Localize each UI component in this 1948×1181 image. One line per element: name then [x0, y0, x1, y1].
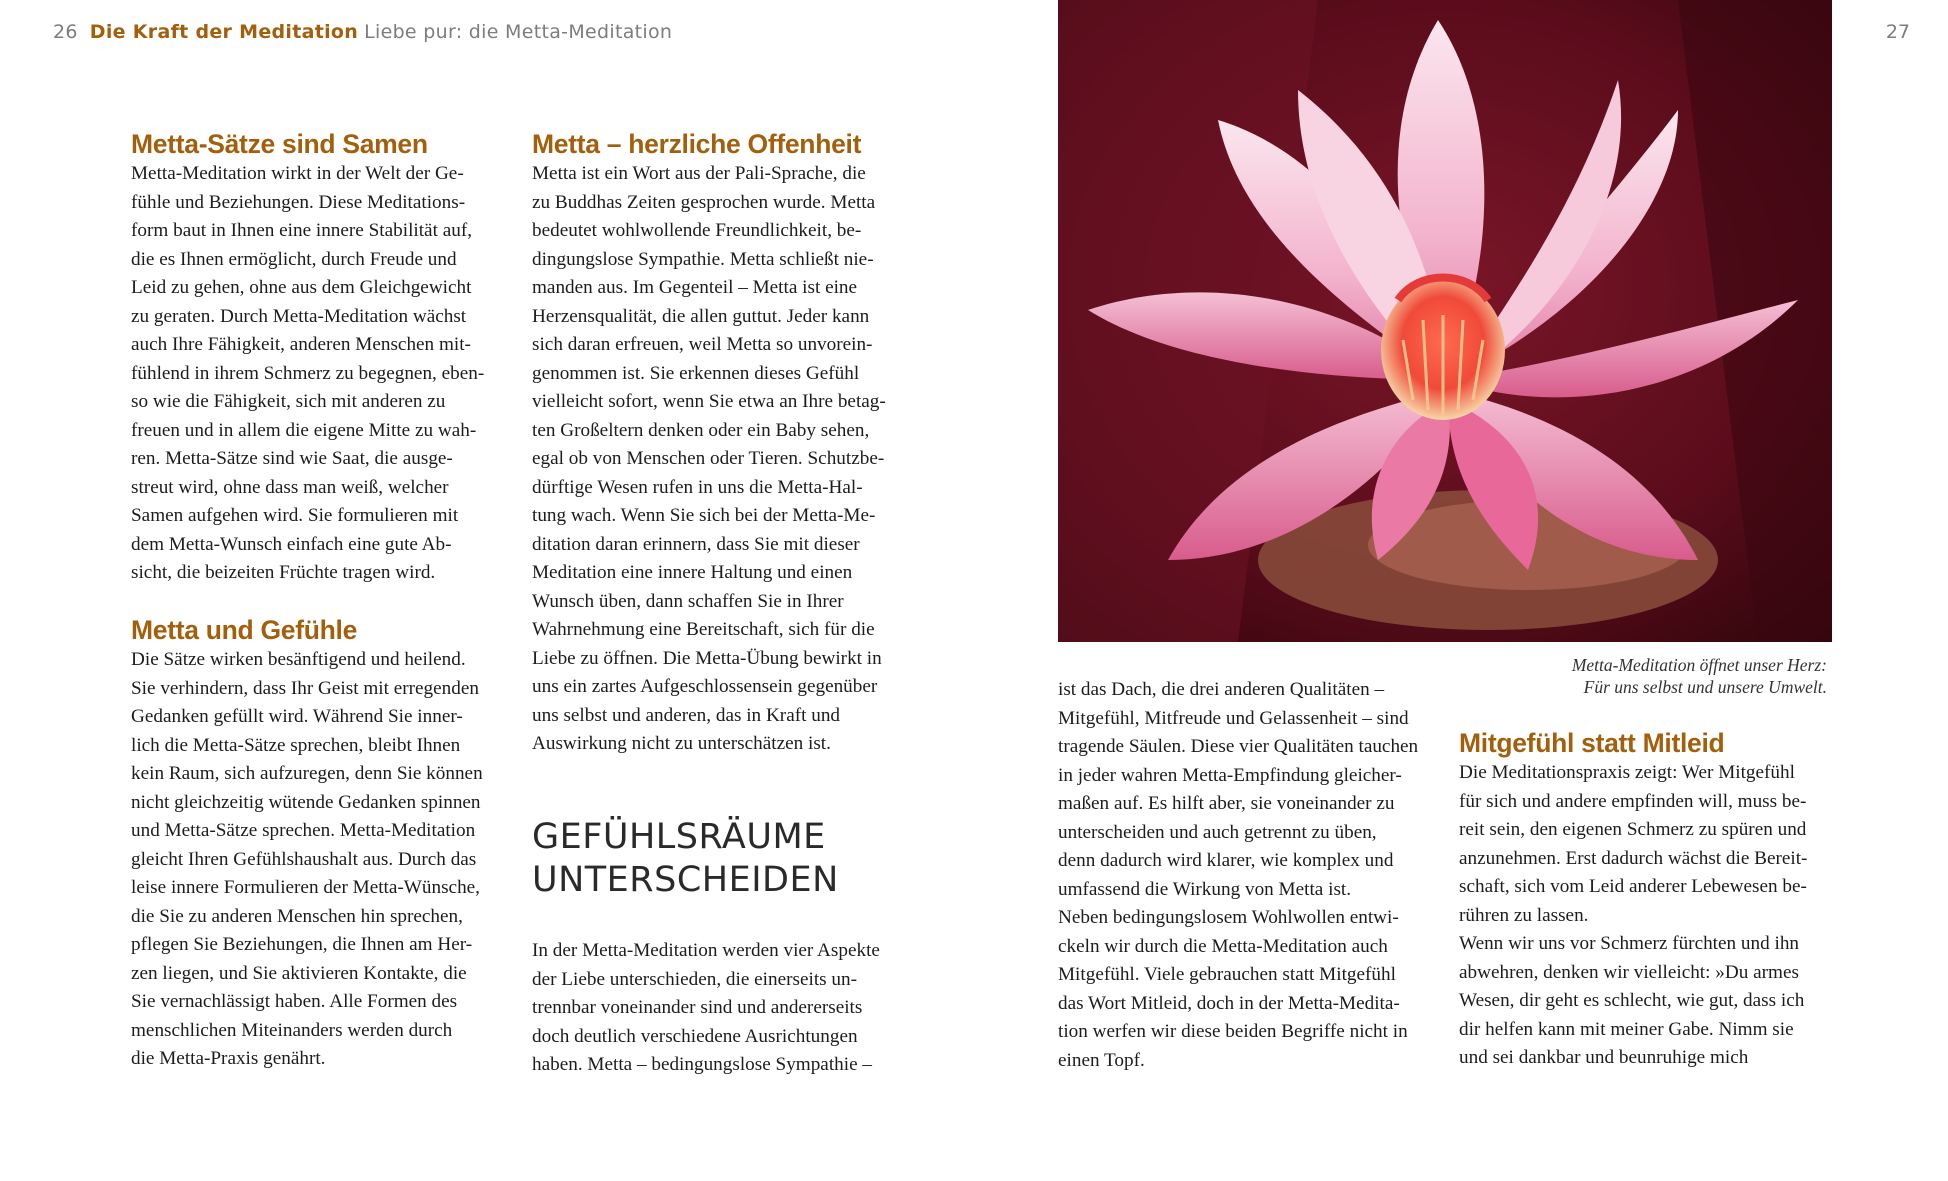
- text-line: Sie vernachlässigt haben. Alle Formen des: [131, 991, 458, 1012]
- text-line: tragende Säulen. Diese vier Qualitäten tauchen: [1058, 736, 1419, 757]
- text-line: manden aus. Im Gegenteil – Metta ist eine: [532, 277, 858, 298]
- text-line: dürftige Wesen rufen in uns die Metta-Hal-: [532, 476, 863, 498]
- paragraph-metta-offenheit: [532, 160, 886, 759]
- column-2-top: [532, 128, 886, 759]
- text-line: uns ein zartes Aufgeschlossensein gegenüber: [532, 676, 878, 697]
- section-title: Liebe pur: die Metta-Meditation: [364, 21, 673, 43]
- text-line: Gedanken gefüllt wird. Während Sie inner-: [131, 706, 463, 727]
- text-line: auch Ihre Fähigkeit, anderen Menschen mit-: [131, 334, 471, 355]
- text-line: reit sein, den eigenen Schmerz zu spüren und: [1459, 819, 1807, 840]
- text-line: der Liebe unterschieden, die einerseits un-: [532, 968, 857, 990]
- text-line: schaft, sich vom Leid anderer Lebewesen be-: [1459, 876, 1807, 897]
- text-line: in jeder wahren Metta-Empfindung gleicher-: [1058, 764, 1402, 786]
- text-line: ren. Metta-Sätze sind wie Saat, die ausge-: [131, 448, 453, 469]
- text-line: streut wird, ohne dass man weiß, welcher: [131, 476, 449, 498]
- paragraph-mitgefuehl-statt-mitleid: [1459, 759, 1807, 1073]
- text-line: Metta-Meditation wirkt in der Welt der Ge-: [131, 163, 464, 184]
- running-header-left: [53, 21, 672, 43]
- text-line: für sich und andere empfinden will, muss be-: [1459, 790, 1807, 812]
- text-line: genommen ist. Sie erkennen dieses Gefühl: [532, 362, 860, 384]
- text-line: kein Raum, sich aufzuregen, denn Sie können: [131, 763, 483, 784]
- text-line: die es Ihnen ermöglicht, durch Freude und: [131, 248, 457, 270]
- heading-metta-gefuehle: Metta und Gefühle: [131, 615, 358, 645]
- text-line: ditation daran erinnern, dass Sie mit dieser: [532, 533, 860, 555]
- text-line: zu Buddhas Zeiten gesprochen wurde. Metta: [532, 191, 876, 213]
- column-2-bottom: [532, 937, 880, 1080]
- text-line: Liebe zu öffnen. Die Metta-Übung bewirkt in: [532, 647, 882, 669]
- text-line: egal ob von Menschen oder Tieren. Schutzbe-: [532, 448, 885, 469]
- heading-mitgefuehl-statt-mitleid: Mitgefühl statt Mitleid: [1459, 728, 1725, 758]
- text-line: Sie verhindern, dass Ihr Geist mit erregenden: [131, 677, 479, 699]
- text-line: fühlend in ihrem Schmerz zu begegnen, eben-: [131, 362, 485, 384]
- paragraph-mitgefuehl-intro: [1058, 676, 1418, 1075]
- text-line: Wunsch üben, dann schaffen Sie in Ihrer: [532, 590, 844, 612]
- text-line: vielleicht sofort, wenn Sie etwa an Ihre betag-: [532, 391, 886, 412]
- text-line: Neben bedingungslosem Wohlwollen entwi-: [1058, 907, 1399, 928]
- text-line: Mitgefühl, Mitfreude und Gelassenheit – sind: [1058, 707, 1409, 729]
- column-4: [1459, 727, 1807, 1073]
- text-line: lich die Metta-Sätze sprechen, bleibt Ihnen: [131, 734, 461, 756]
- chapter-title: Die Kraft der Meditation: [89, 21, 359, 43]
- heading-metta-offenheit: Metta – herzliche Offenheit: [532, 129, 862, 159]
- text-line: Leid zu gehen, ohne aus dem Gleichgewicht: [131, 277, 472, 298]
- section-heading-line: UNTERSCHEIDEN: [532, 860, 839, 900]
- text-line: Die Meditationspraxis zeigt: Wer Mitgefühl: [1459, 762, 1795, 783]
- text-line: Wesen, dir geht es schlecht, wie gut, dass ich: [1459, 990, 1805, 1011]
- text-line: haben. Metta – bedingungslose Sympathie –: [532, 1054, 872, 1075]
- text-line: leise innere Formulieren der Metta-Wünsche,: [131, 877, 480, 898]
- text-line: bedeutet wohlwollende Freundlichkeit, be-: [532, 220, 862, 241]
- column-2-section-heading: [532, 816, 839, 902]
- right-page-number: 27: [1885, 21, 1910, 43]
- text-line: die Metta-Praxis genährt.: [131, 1048, 326, 1069]
- text-line: unterscheiden und auch getrennt zu üben,: [1058, 821, 1377, 843]
- photo-caption: [1500, 654, 1827, 698]
- caption-line: Metta-Meditation öffnet unser Herz:: [1571, 655, 1827, 675]
- text-line: ckeln wir durch die Metta-Meditation auch: [1058, 935, 1388, 957]
- column-1-bottom: [131, 614, 483, 1074]
- text-line: abwehren, denken wir vielleicht: »Du armes: [1459, 961, 1799, 983]
- text-line: und sei dankbar und beunruhige mich: [1459, 1047, 1749, 1068]
- text-line: maßen auf. Es hilft aber, sie voneinander zu: [1058, 793, 1395, 814]
- text-line: nicht gleichzeitig wütende Gedanken spinnen: [131, 791, 481, 813]
- text-line: Die Sätze wirken besänftigend und heilend.: [131, 649, 466, 670]
- text-line: umfassend die Wirkung von Metta ist.: [1058, 878, 1352, 900]
- text-line: Herzensqualität, die allen guttut. Jeder kann: [532, 305, 870, 327]
- text-line: einen Topf.: [1058, 1049, 1145, 1071]
- heading-metta-saetze: Metta-Sätze sind Samen: [131, 129, 428, 159]
- text-line: denn dadurch wird klarer, wie komplex und: [1058, 850, 1394, 871]
- text-line: In der Metta-Meditation werden vier Aspekte: [532, 940, 880, 961]
- caption-line: Für uns selbst und unsere Umwelt.: [1583, 677, 1827, 697]
- text-line: und Metta-Sätze sprechen. Metta-Meditation: [131, 820, 476, 841]
- text-line: fühle und Beziehungen. Diese Meditations-: [131, 191, 466, 213]
- text-line: die Sie zu anderen Menschen hin sprechen,: [131, 905, 463, 927]
- text-line: rühren zu lassen.: [1459, 904, 1589, 926]
- text-line: freuen und in allem die eigene Mitte zu wah-: [131, 419, 477, 441]
- text-line: Meditation eine innere Haltung und einen: [532, 562, 853, 583]
- text-line: Metta ist ein Wort aus der Pali-Sprache, die: [532, 163, 866, 184]
- text-line: Wenn wir uns vor Schmerz fürchten und ihn: [1459, 933, 1800, 954]
- text-line: Auswirkung nicht zu unterschätzen ist.: [532, 733, 831, 754]
- text-line: so wie die Fähigkeit, sich mit anderen zu: [131, 391, 446, 412]
- text-line: Mitgefühl. Viele gebrauchen statt Mitgefühl: [1058, 964, 1396, 985]
- text-line: zen liegen, und Sie aktivieren Kontakte, die: [131, 962, 467, 984]
- text-line: anzunehmen. Erst dadurch wächst die Bereit-: [1459, 847, 1808, 869]
- text-line: trennbar voneinander sind und andererseits: [532, 997, 863, 1018]
- lotus-flower-photo: [1058, 0, 1832, 642]
- text-line: sich daran erfreuen, weil Metta so unvorein-: [532, 334, 873, 355]
- text-line: gleicht Ihren Gefühlshaushalt aus. Durch das: [131, 848, 477, 870]
- text-line: dingungslose Sympathie. Metta schließt nie-: [532, 248, 874, 270]
- paragraph-vier-aspekte: [532, 937, 880, 1080]
- text-line: ten Großeltern denken oder ein Baby sehen,: [532, 419, 870, 441]
- text-line: dem Metta-Wunsch einfach eine gute Ab-: [131, 533, 452, 555]
- paragraph-metta-saetze: [131, 160, 484, 588]
- text-line: ist das Dach, die drei anderen Qualitäten –: [1058, 679, 1385, 700]
- text-line: tion werfen wir diese beiden Begriffe nicht in: [1058, 1021, 1408, 1042]
- text-line: menschlichen Miteinanders werden durch: [131, 1019, 453, 1041]
- paragraph-metta-gefuehle: [131, 646, 483, 1074]
- section-heading-gefuehlsraeume: [532, 816, 839, 902]
- text-line: dir helfen kann mit meiner Gabe. Nimm sie: [1459, 1018, 1794, 1040]
- text-line: zu geraten. Durch Metta-Meditation wächst: [131, 305, 467, 327]
- text-line: Wahrnehmung eine Bereitschaft, sich für die: [532, 619, 875, 640]
- left-page-number: 26: [53, 21, 78, 43]
- text-line: sicht, die beizeiten Früchte tragen wird.: [131, 562, 436, 583]
- text-line: doch deutlich verschiedene Ausrichtungen: [532, 1025, 858, 1047]
- text-line: das Wort Mitleid, doch in der Metta-Medita-: [1058, 992, 1400, 1014]
- text-line: pflegen Sie Beziehungen, die Ihnen am Her-: [131, 934, 473, 955]
- column-1-top: [131, 128, 484, 588]
- text-line: form baut in Ihnen eine innere Stabilität auf,: [131, 220, 472, 241]
- text-line: tung wach. Wenn Sie sich bei der Metta-Me-: [532, 505, 876, 526]
- section-heading-line: GEFÜHLSRÄUME: [532, 817, 826, 857]
- column-3: [1058, 676, 1418, 1075]
- lotus-flower-image: [1058, 0, 1832, 642]
- text-line: uns selbst und anderen, das in Kraft und: [532, 704, 841, 726]
- text-line: Samen aufgehen wird. Sie formulieren mit: [131, 505, 459, 526]
